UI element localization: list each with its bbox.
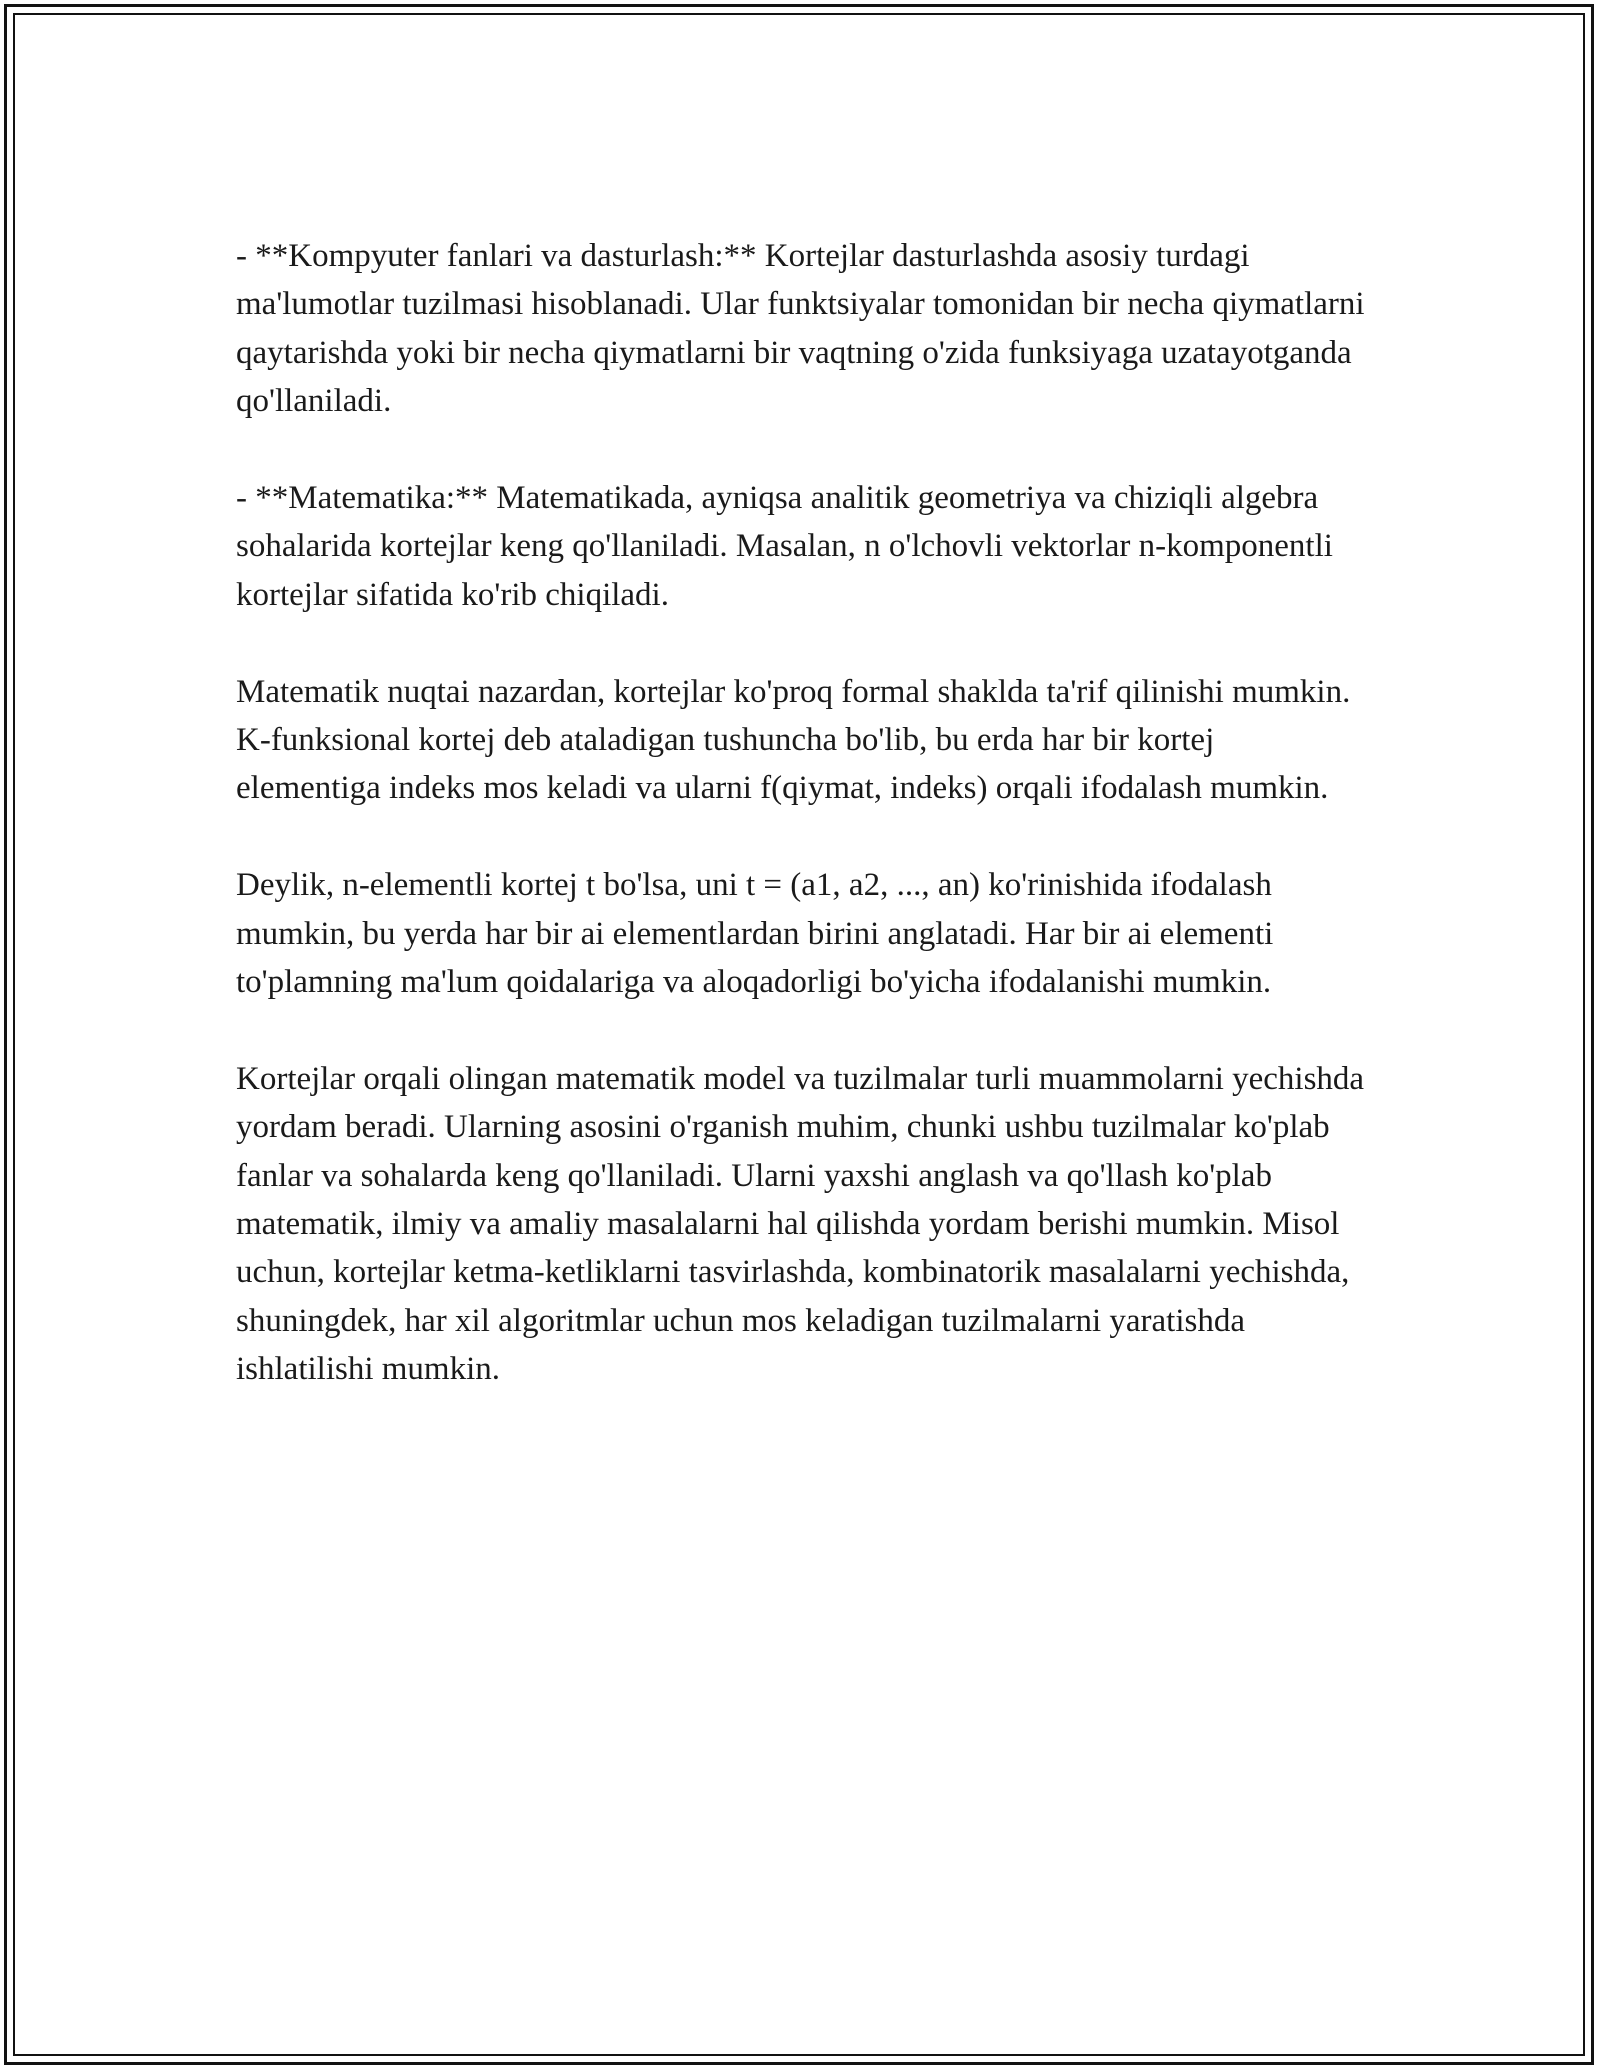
paragraph-applications: Kortejlar orqali olingan matematik model va tuzilmalar turli muammolarni yechishda yordam beradi. Ularning asosini o'rganish muhim, chunki ushbu tuzilmalar ko'plab fanlar va sohalarda keng qo'llaniladi. Ularni yaxshi anglash va qo'llash ko'plab matematik, ilmiy va amaliy masalalarni hal qilishda yordam berishi mumkin. Misol uchun, kortejlar ketma-ketliklarni tasvirlashda, kombinatorik masalalarni yechishda, shuningdek, har xil algoritmlar uchun mos keladigan tuzilmalarni yaratishda ishlatilishi mumkin. (236, 1060, 1365, 1388)
paragraph-n-element-tuple: Deylik, n-elementli kortej t bo'lsa, uni t = (a1, a2, ..., an) ko'rinishida ifodalash mumkin, bu yerda har bir ai elementlardan birini anglatadi. Har bir ai elementi to'plamning ma'lum qoidalariga va aloqadorligi bo'yicha ifodalanishi mumkin. (236, 867, 1274, 1001)
paragraph-computer-science: - **Kompyuter fanlari va dasturlash:** Kortejlar dasturlashda asosiy turdagi ma'lumotlar tuzilmasi hisoblanadi. Ular funktsiyalar tomonidan bir necha qiymatlarni qaytarishda yoki bir necha qiymatlarni bir vaqtning o'zida funksiyaga uzatayotganda qo'llaniladi. (236, 238, 1365, 420)
document-body (236, 232, 1366, 1442)
paragraph-mathematics: - **Matematika:** Matematikada, ayniqsa analitik geometriya va chiziqli algebra sohalarida kortejlar keng qo'llaniladi. Masalan, n o'lchovli vektorlar n-komponentli kortejlar sifatida ko'rib chiqiladi. (236, 480, 1333, 613)
paragraph-formal-definition: Matematik nuqtai nazardan, kortejlar ko'proq formal shaklda ta'rif qilinishi mumkin. K-funksional kortej deb ataladigan tushuncha bo'lib, bu erda har bir kortej elementiga indeks mos keladi va ularni f(qiymat, indeks) orqali ifodalash mumkin. (236, 673, 1351, 807)
